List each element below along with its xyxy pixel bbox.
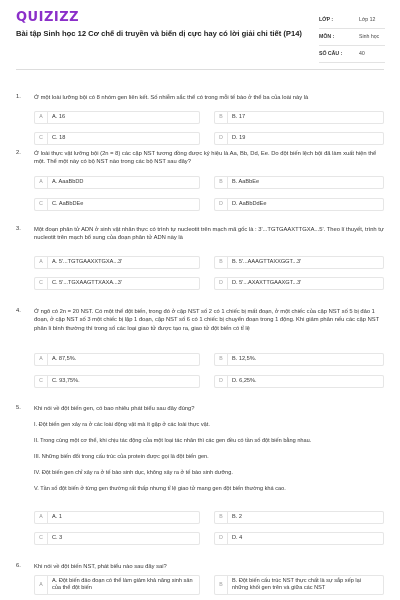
option-d[interactable]: [214, 198, 384, 211]
statement-4: IV. Đột biến gen chỉ xảy ra ở tế bào sinh dục, không xảy ra ở tế bào sinh dưỡng.: [34, 470, 233, 476]
meta-row-count: [319, 46, 385, 63]
option-text: C. 93,75%.: [52, 378, 80, 384]
statement-2: II. Trong cùng một cơ thể, khi chịu tác động của một loại tác nhân thì các gen đều có tần số đột biến bằng nhau.: [34, 438, 312, 444]
statement-5: V. Tần số đột biến ở từng gen thường rất thấp nhưng tỉ lệ giao tử mang gen đột biến thường khá cao.: [34, 486, 286, 492]
option-text: C. AaBbDEe: [52, 201, 84, 207]
option-text: D. AaBbDdEe: [232, 201, 267, 207]
option-c[interactable]: [34, 198, 200, 211]
option-c[interactable]: [34, 277, 200, 290]
option-c[interactable]: [34, 532, 200, 545]
option-a[interactable]: [34, 111, 200, 124]
option-text: B. 12,5%.: [232, 356, 257, 362]
quizizz-logo: QUIZIZZ: [16, 10, 80, 25]
option-text: B. 2: [232, 514, 242, 520]
option-letter: D: [215, 533, 228, 544]
option-text: C. 5'...TGXAAGTTXAXA...3': [52, 280, 122, 286]
option-d[interactable]: [214, 375, 384, 388]
option-text: C. 3: [52, 535, 63, 541]
meta-value: Sinh học: [359, 34, 380, 40]
option-text: B. 17: [232, 114, 246, 120]
document-title: Bài tập Sinh học 12 Cơ chế di truyền và biến dị cực hay có lời giải chi tiết (P14): [16, 29, 302, 38]
option-a[interactable]: [34, 353, 200, 366]
option-letter: C: [35, 199, 48, 210]
option-letter: A: [35, 576, 48, 594]
option-letter: B: [215, 512, 228, 523]
option-letter: A: [35, 354, 48, 365]
meta-key: MÔN :: [319, 34, 335, 40]
statement-3: III. Những biến đổi trong cấu trúc của protein được gọi là đột biến gen.: [34, 454, 209, 460]
option-text: A. 5'...TGTGAAXXTGXA...3': [52, 259, 123, 265]
option-text: A. AaaBbDD: [52, 179, 84, 185]
option-letter: D: [215, 199, 228, 210]
meta-row-grade: [319, 12, 385, 29]
option-text: D. 4: [232, 535, 243, 541]
option-text: C. 18: [52, 135, 66, 141]
question-text: Ở loài thực vật lưỡng bội (2n = 8) các cặp NST tương đồng được ký hiệu là Aa, Bb, Dd, Ee. Do đột biến lệch bội đã làm xuất hiện thể một. Thể một này có bộ NST nào trong các bộ NST sau đây?: [34, 151, 377, 166]
question-number: 4.: [16, 308, 21, 314]
option-text: B. AaBbEe: [232, 179, 260, 185]
option-text: A. 16: [52, 114, 66, 120]
option-letter: C: [35, 278, 48, 289]
question-text: Ở một loài lưỡng bội có 8 nhóm gen liên kết. Số nhiễm sắc thể có trong mỗi tế bào ở thể ba của loài này là: [34, 95, 309, 101]
question-number: 1.: [16, 94, 21, 100]
option-a[interactable]: [34, 256, 200, 269]
option-letter: D: [215, 376, 228, 387]
option-b[interactable]: [214, 353, 384, 366]
meta-key: LỚP :: [319, 17, 334, 23]
question-number: 5.: [16, 405, 21, 411]
question-number: 2.: [16, 150, 21, 156]
option-b[interactable]: [214, 111, 384, 124]
question-text: Ở ngô có 2n = 20 NST. Có một thể đột biến, trong đó ở cặp NST số 2 có 1 chiếc bị mất đoạn, ở một chiếc của cặp NST số 5 bị đảo 1 đoạn, ở cặp NST số 3 một chiếc bị lặp 1 đoạn, cặp NST số 6 có 1 chiếc bị chuyển đoạn trong 1 động. Khi giảm phân nếu các cặp NST phân li bình thường thì trong số các loại giao tử được tạo ra, giao tử đột biến có tỉ lệ: [34, 309, 380, 332]
option-text: A. 87,5%.: [52, 356, 77, 362]
option-text: B. 5'...AAAGTTAXXGGT...3': [232, 259, 302, 265]
option-text: D. 6,25%.: [232, 378, 257, 384]
option-a[interactable]: [34, 575, 200, 595]
option-b[interactable]: [214, 176, 384, 189]
option-text: A. Đột biến đảo đoạn có thể làm giảm khả năng sinh sản của thể đột biến: [52, 578, 193, 591]
option-letter: C: [35, 533, 48, 544]
question-text: Một đoạn phân tử ADN ở sinh vật nhân thực có trình tự nucleotit trên mạch mã gốc là : 3'...TGTGAAXTTGXA...5'. Theo lí thuyết, trình tự nucleotit trên mạch bổ sung của đoạn phân tử ADN này là: [34, 227, 384, 242]
option-d[interactable]: [214, 532, 384, 545]
header-divider: [16, 69, 384, 70]
option-text: B. Đột biến cấu trúc NST thực chất là sự sắp xếp lại những khối gen trên và giữa các NST: [232, 578, 361, 591]
option-d[interactable]: [214, 132, 384, 145]
meta-row-subject: [319, 29, 385, 46]
option-a[interactable]: [34, 176, 200, 189]
meta-value: Lớp 12: [359, 17, 376, 23]
statement-1: I. Đột biến gen xảy ra ở các loài động vật mà ít gặp ở các loài thực vật.: [34, 422, 210, 428]
document-header: [0, 0, 400, 62]
option-b[interactable]: [214, 511, 384, 524]
option-letter: B: [215, 177, 228, 188]
question-text: Khi nói về đột biến gen, có bao nhiêu phát biểu sau đây đúng?: [34, 406, 195, 412]
option-letter: A: [35, 112, 48, 123]
option-letter: C: [35, 376, 48, 387]
option-letter: C: [35, 133, 48, 144]
option-text: A. 1: [52, 514, 62, 520]
option-letter: D: [215, 278, 228, 289]
option-letter: B: [215, 354, 228, 365]
option-d[interactable]: [214, 277, 384, 290]
option-a[interactable]: [34, 511, 200, 524]
option-letter: B: [215, 576, 228, 594]
meta-key: SỐ CÂU :: [319, 51, 343, 57]
option-text: D. 5'...AXAXTTGAAXGT...3': [232, 280, 302, 286]
question-text: Khi nói về đột biến NST, phát biểu nào sau đây sai?: [34, 564, 167, 570]
meta-table: [319, 12, 385, 63]
option-c[interactable]: [34, 132, 200, 145]
option-letter: A: [35, 512, 48, 523]
option-b[interactable]: [214, 575, 384, 595]
meta-value: 40: [359, 51, 365, 57]
option-letter: A: [35, 257, 48, 268]
option-text: D. 19: [232, 135, 246, 141]
option-letter: A: [35, 177, 48, 188]
option-letter: D: [215, 133, 228, 144]
option-c[interactable]: [34, 375, 200, 388]
option-b[interactable]: [214, 256, 384, 269]
option-letter: B: [215, 257, 228, 268]
question-number: 3.: [16, 226, 21, 232]
option-letter: B: [215, 112, 228, 123]
question-number: 6.: [16, 563, 21, 569]
